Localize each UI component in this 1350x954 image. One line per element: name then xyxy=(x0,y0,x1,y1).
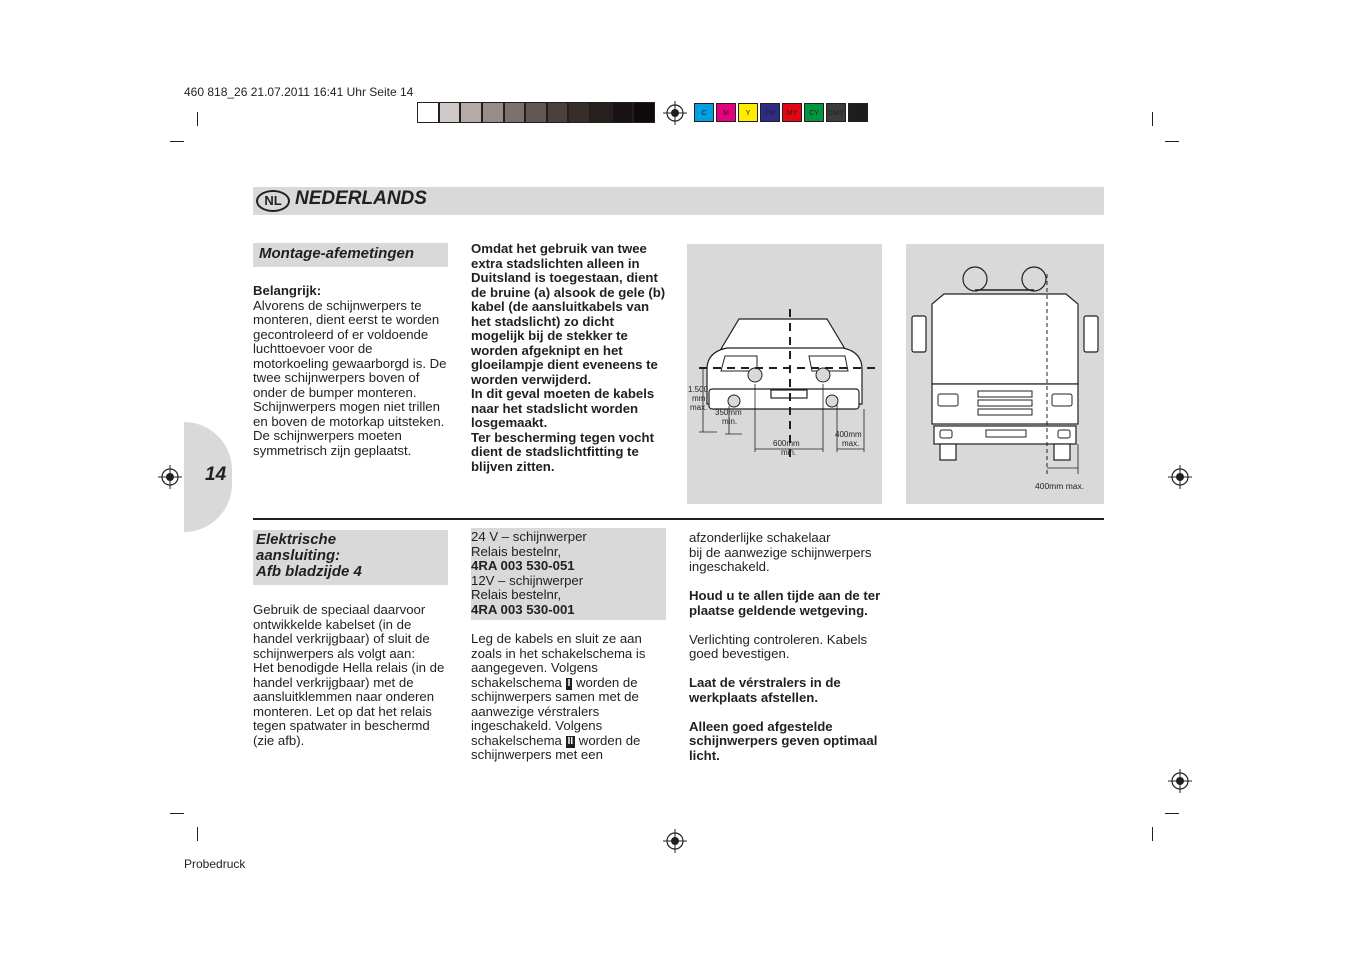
wiring-notes xyxy=(689,531,899,763)
text-fragment: worden de xyxy=(578,732,641,748)
text-line: Duitsland is toegestaan, dient xyxy=(471,270,658,285)
color-swatch xyxy=(590,102,612,123)
text-line: Schijnwerpers mogen niet trillen xyxy=(253,399,440,414)
text-line: motorkoeling gewaarborgd is. De xyxy=(253,355,447,371)
text-line: extra stadslichten alleen in xyxy=(471,255,640,271)
crop-mark xyxy=(1152,827,1153,841)
important-label: Belangrijk: xyxy=(253,283,322,298)
cmyk-strip xyxy=(694,102,868,123)
registration-mark-icon xyxy=(1168,465,1192,489)
wiring-schematic-text xyxy=(471,632,676,763)
text-line: mogelijk bij de stekker te xyxy=(471,328,628,343)
text-line: Relais bestelnr, xyxy=(471,543,562,559)
color-swatch xyxy=(547,102,569,123)
cmyk-swatch: M xyxy=(716,103,736,122)
min350-label: min. xyxy=(722,417,738,426)
color-swatch xyxy=(633,102,655,123)
text-line: Leg de kabels en sluit ze aan xyxy=(471,631,642,646)
color-swatch xyxy=(460,102,482,123)
text-line: Alvorens de schijnwerpers te xyxy=(253,297,422,313)
text-line: licht. xyxy=(689,747,720,763)
text-line: Laat de vérstralers in de xyxy=(689,675,841,690)
max400-label: max. xyxy=(842,439,860,448)
text-line: luchttoevoer voor de xyxy=(253,341,373,356)
text-line: ingeschakeld. xyxy=(689,559,770,574)
truck-mounting-figure xyxy=(906,244,1104,504)
text-line xyxy=(471,676,676,691)
text-line: Alleen goed afgestelde xyxy=(689,718,833,734)
important-block xyxy=(253,284,453,458)
min600-label: 600mm xyxy=(773,439,800,448)
language-title: NEDERLANDS xyxy=(295,188,427,209)
text-line: worden verwijderd. xyxy=(471,371,592,387)
color-swatch xyxy=(612,102,634,123)
cmyk-swatch: CMY xyxy=(826,103,846,122)
text-line: schijnwerpers als volgt aan: xyxy=(253,645,415,661)
height-label: 1.500 xyxy=(688,385,709,394)
cmyk-swatch: C xyxy=(694,103,714,122)
text-line: losgemaakt. xyxy=(471,415,548,430)
print-header: 460 818_26 21.07.2011 16:41 Uhr Seite 14 xyxy=(184,85,414,99)
text-line: (zie afb). xyxy=(253,732,305,748)
text-line: 12V – schijnwerper xyxy=(471,572,584,588)
text-line: de bruine (a) alsook de gele (b) xyxy=(471,284,666,300)
height-label: max. xyxy=(690,403,708,412)
max400-label: 400mm xyxy=(835,430,862,439)
text-line: goed bevestigen. xyxy=(689,646,790,661)
color-swatch xyxy=(439,102,461,123)
crop-mark xyxy=(1165,141,1179,142)
text-line: gecontroleerd of er voldoende xyxy=(253,326,429,342)
text-line: werkplaats afstellen. xyxy=(689,689,819,705)
text-line: ontwikkelde kabelset (in de xyxy=(253,616,412,632)
text-line: schijnwerpers geven optimaal xyxy=(689,733,878,748)
crop-mark xyxy=(170,141,184,142)
height-label: mm xyxy=(692,394,706,403)
text-fragment: worden de xyxy=(576,674,638,690)
min600-label: min. xyxy=(781,448,797,457)
crop-mark xyxy=(170,813,184,814)
cmyk-swatch: MY xyxy=(782,103,802,122)
color-swatch xyxy=(417,102,439,123)
text-line: blijven zitten. xyxy=(471,458,555,474)
grayscale-strip xyxy=(417,102,655,123)
text-line: aansluitklemmen naar onderen xyxy=(253,689,435,704)
relay-part-number: 4RA 003 530-001 xyxy=(471,601,575,617)
page-number: 14 xyxy=(205,464,227,485)
schematic-one-badge: I xyxy=(567,677,571,689)
text-line: In dit geval moeten de kabels xyxy=(471,386,655,401)
text-fragment: schakelschema xyxy=(471,674,562,690)
registration-mark-icon xyxy=(1168,769,1192,793)
color-swatch xyxy=(482,102,504,123)
text-line: het stadslicht) zo dicht xyxy=(471,313,614,329)
text-line: handel verkrijgbaar) of sluit de xyxy=(253,631,430,646)
text-line: Ter bescherming tegen vocht xyxy=(471,429,654,445)
schematic-two-badge: II xyxy=(567,735,574,747)
text-line: Verlichting controleren. Kabels xyxy=(689,631,868,647)
registration-mark-icon xyxy=(663,101,687,125)
text-line: bij de aanwezige schijnwerpers xyxy=(689,544,872,560)
max400-label: 400mm max. xyxy=(1035,481,1085,491)
section-heading-text: Afb bladzijde 4 xyxy=(256,563,362,580)
text-line: tegen spatwater in beschermd xyxy=(253,718,430,733)
car-mounting-figure xyxy=(687,244,882,504)
cmyk-swatch: CM xyxy=(760,103,780,122)
text-line: ingeschakeld. Volgens xyxy=(471,718,603,733)
relay-part-number: 4RA 003 530-051 xyxy=(471,558,575,573)
car-front-illustration xyxy=(687,244,882,504)
registration-mark-icon xyxy=(663,829,687,853)
cmyk-swatch: Y xyxy=(738,103,758,122)
section-heading xyxy=(253,530,448,585)
relay-order-box xyxy=(471,528,666,620)
text-line: dient de stadslichtfitting te xyxy=(471,444,639,459)
cmyk-swatch: K xyxy=(848,103,868,122)
text-line: Omdat het gebruik van twee xyxy=(471,241,647,256)
section-heading-text: Elektrische xyxy=(256,531,337,548)
text-line: plaatse geldende wetgeving. xyxy=(689,602,868,618)
text-line: Houd u te allen tijde aan de ter xyxy=(689,588,881,603)
crop-mark xyxy=(197,827,198,841)
text-fragment: schakelschema xyxy=(471,732,562,748)
text-line: symmetrisch zijn geplaatst. xyxy=(253,442,412,458)
text-line: De schijnwerpers moeten xyxy=(253,428,402,443)
text-line: aanwezige vérstralers xyxy=(471,703,600,719)
text-line: worden afgeknipt en het xyxy=(471,342,623,358)
text-line: naar het stadslicht worden xyxy=(471,400,639,416)
cmyk-swatch: CY xyxy=(804,103,824,122)
truck-front-illustration xyxy=(906,244,1104,504)
min350-label: 350mm xyxy=(715,408,742,417)
text-line: monteren, dient eerst te worden xyxy=(253,312,440,327)
language-badge: NL xyxy=(256,190,290,212)
text-line: zoals in het schakelschema is xyxy=(471,645,646,661)
text-line: Het benodigde Hella relais (in de xyxy=(253,660,445,675)
text-line: gloeilampje dient eveneens te xyxy=(471,357,658,372)
crop-mark xyxy=(1152,112,1153,126)
color-swatch xyxy=(525,102,547,123)
text-line xyxy=(471,734,676,749)
text-line: schijnwerpers samen met de xyxy=(471,689,639,704)
text-line: afzonderlijke schakelaar xyxy=(689,530,831,545)
text-line: 24 V – schijnwerper xyxy=(471,529,587,544)
color-swatch xyxy=(568,102,590,123)
crop-mark xyxy=(197,112,198,126)
section-heading-text: aansluiting: xyxy=(256,547,341,564)
section-divider xyxy=(253,518,1104,520)
section-heading-text: Montage-afemetingen xyxy=(259,245,415,262)
text-line: monteren. Let op dat het relais xyxy=(253,703,432,719)
text-line: en boven de motorkap uitsteken. xyxy=(253,413,445,429)
text-line: kabel (de aansluitkabels van xyxy=(471,299,650,314)
section-heading xyxy=(253,243,448,267)
crop-mark xyxy=(1165,813,1179,814)
text-line: aangegeven. Volgens xyxy=(471,660,598,675)
wiring-instructions xyxy=(253,603,458,748)
proof-label: Probedruck xyxy=(184,857,246,871)
text-line: Gebruik de speciaal daarvoor xyxy=(253,602,426,617)
text-line: Relais bestelnr, xyxy=(471,587,562,602)
text-line: schijnwerpers met een xyxy=(471,747,603,762)
registration-mark-icon xyxy=(158,465,182,489)
text-line: twee schijnwerpers boven of xyxy=(253,370,420,385)
text-line: handel verkrijgbaar) met de xyxy=(253,674,414,690)
text-line: onder de bumper monteren. xyxy=(253,384,417,400)
color-swatch xyxy=(504,102,526,123)
city-light-notice xyxy=(471,242,676,474)
